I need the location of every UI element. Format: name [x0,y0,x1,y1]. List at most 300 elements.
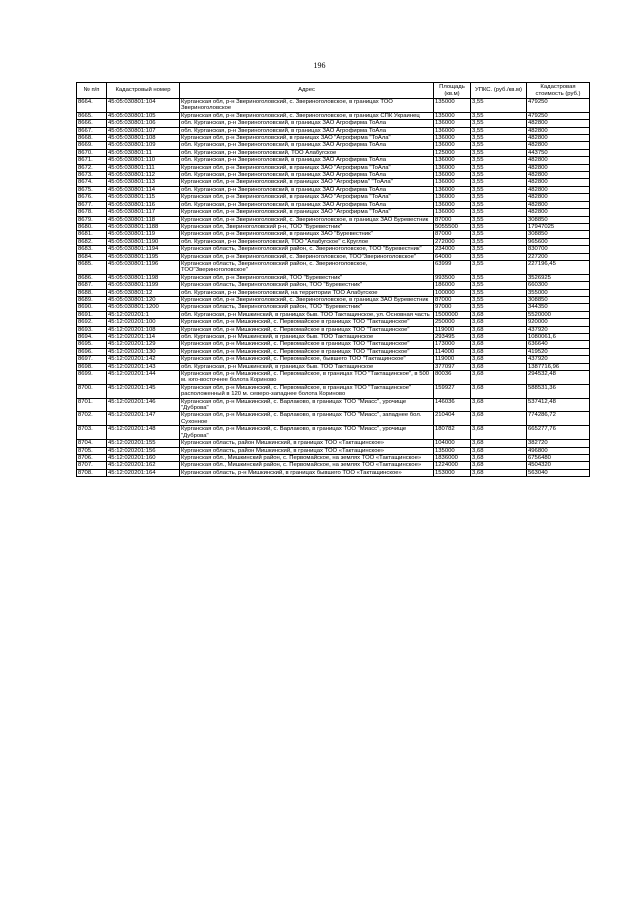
cell-number: 8683. [77,246,107,253]
header-area: Площадь (кв.м) [434,83,471,99]
table-row [77,164,590,171]
cell-cadastral-number: 45:05:030801:1198 [107,274,180,281]
cell-address: Курганская обл, р-н Звериноголовский, с. Звериноголовское, ТОО"Звериноголовское" [180,253,434,260]
table-row [77,172,590,179]
cell-upks: 3,55 [471,157,527,164]
table-row [77,112,590,119]
cell-area: 119000 [434,356,471,363]
header-cadastral-number: Кадастровый номер [107,83,180,99]
cell-area: 136000 [434,142,471,149]
cell-upks: 3,68 [471,326,527,333]
cell-cadastral-number: 45:12:020201:145 [107,384,180,398]
cell-area: 114000 [434,348,471,355]
table-row [77,282,590,289]
cell-number: 8693. [77,326,107,333]
cell-address: обл. Курганская, р-н Мишкинский, в границах быв. ТОО Тактащинское [180,363,434,370]
cell-number: 8687. [77,282,107,289]
cell-area: 272000 [434,238,471,245]
cell-number: 8682. [77,238,107,245]
cell-area: 100000 [434,289,471,296]
cell-cadastral-value: 482800 [527,172,590,179]
cell-cadastral-value: 920000 [527,319,590,326]
cell-number: 8706. [77,454,107,461]
cell-number: 8664. [77,99,107,113]
table-row [77,341,590,348]
table-row [77,447,590,454]
cell-cadastral-number: 45:12:020201:155 [107,440,180,447]
table-row [77,356,590,363]
table-row [77,127,590,134]
cell-address: обл. Курганская, р-н Звериноголовский, в границах ЗАО Агрофирма ТоАла [180,172,434,179]
table-row [77,469,590,476]
cell-upks: 3,68 [471,334,527,341]
cell-cadastral-value: 636640 [527,341,590,348]
cell-address: Курганская область, р-н Мишкинский, в границах бывшего ТОО «Тактащинское» [180,469,434,476]
cell-cadastral-number: 45:05:030801:11 [107,149,180,156]
cell-upks: 3,55 [471,142,527,149]
cell-cadastral-value: 4504320 [527,462,590,469]
table-row [77,201,590,208]
cell-address: Курганская обл, р-н Мишкинский, с. Первомайское в границах ТОО "Тактащинское" [180,326,434,333]
cell-address: Курганская обл, р-н Звериноголовский, в границах ЗАО "Агрофирма" "ТоАла" [180,179,434,186]
cell-number: 8673. [77,172,107,179]
table-row [77,186,590,193]
cell-upks: 3,55 [471,304,527,311]
cell-cadastral-value: 482800 [527,209,590,216]
table-row [77,260,590,274]
cell-upks: 3,55 [471,172,527,179]
table-row [77,142,590,149]
header-upks: УПКС. (руб./кв.м) [471,83,527,99]
cell-upks: 3,55 [471,216,527,223]
cell-cadastral-value: 496800 [527,447,590,454]
cell-address: Курганская обл, р-н Звериноголовский, ТОО "Буревестник" [180,274,434,281]
cell-area: 377097 [434,363,471,370]
table-row [77,246,590,253]
cell-cadastral-number: 45:05:030801:105 [107,112,180,119]
cell-address: Курганская обл, р-н Звериноголовский, с. Звериноголовское, в границах ЗАО Буревестник [180,296,434,303]
cell-area: 153000 [434,469,471,476]
cell-upks: 3,55 [471,282,527,289]
cell-cadastral-number: 45:05:030801:1195 [107,253,180,260]
cell-area: 64000 [434,253,471,260]
table-row [77,412,590,426]
page-number: 196 [313,61,326,70]
cell-cadastral-number: 45:05:030801:111 [107,164,180,171]
cell-cadastral-number: 45:05:030801:104 [107,99,180,113]
table-row [77,289,590,296]
cell-cadastral-value: 1387716,96 [527,363,590,370]
cell-cadastral-number: 45:12:020201:142 [107,356,180,363]
cell-upks: 3,55 [471,120,527,127]
cell-area: 135000 [434,99,471,113]
cell-area: 136000 [434,127,471,134]
cell-upks: 3,68 [471,356,527,363]
cell-area: 1836000 [434,454,471,461]
cell-area: 119000 [434,326,471,333]
cell-area: 80036 [434,371,471,385]
cell-address: Курганская обл, р-н Мишкинский, с. Первомайское, бывшего ТОО "Тактащинское" [180,356,434,363]
cell-number: 8665. [77,112,107,119]
cell-cadastral-value: 482800 [527,142,590,149]
cell-cadastral-number: 45:12:020201:144 [107,371,180,385]
cell-upks: 3,55 [471,112,527,119]
cell-area: 1224000 [434,462,471,469]
cell-address: Курганская область, Звериноголовский район, ТОО "Буревестник" [180,282,434,289]
cell-cadastral-number: 45:05:030801:1188 [107,223,180,230]
cell-area: 136000 [434,164,471,171]
cell-area: 87000 [434,216,471,223]
table-row [77,462,590,469]
cell-address: Курганская обл, р-н Мишкинский, с. Первомайское в границах ТОО "Тактащинское" [180,348,434,355]
cell-cadastral-value: 479250 [527,99,590,113]
cell-upks: 3,55 [471,246,527,253]
cell-cadastral-number: 45:05:030801:107 [107,127,180,134]
cell-number: 8705. [77,447,107,454]
cell-area: 87000 [434,231,471,238]
cell-cadastral-number: 45:12:020201:164 [107,469,180,476]
cell-cadastral-value: 382720 [527,440,590,447]
cell-number: 8698. [77,363,107,370]
cell-area: 97000 [434,304,471,311]
cell-number: 8684. [77,253,107,260]
cell-area: 993500 [434,274,471,281]
cell-number: 8703. [77,426,107,440]
cell-address: Курганская обл, р-н Мишкинский, с. Варлаково, в границах ТОО "Миасс", западнее бол. Сухонное [180,412,434,426]
cell-number: 8691. [77,311,107,318]
cell-address: Курганская обл, р-н Звериноголовский, в границах ЗАО "Агрофирма "ТоАла" [180,209,434,216]
cell-cadastral-value: 482800 [527,127,590,134]
cell-address: Курганская обл, р-н Звериноголовский, в границах ЗАО "Агрофирма "ТоАла" [180,135,434,142]
cell-cadastral-value: 1080061,6 [527,334,590,341]
table-header-row [77,83,590,99]
cell-cadastral-number: 45:12:020201:130 [107,348,180,355]
cell-cadastral-number: 45:12:020201:156 [107,447,180,454]
cell-area: 210404 [434,412,471,426]
cell-address: обл. Курганская, р-н Звериноголовский, в границах ЗАО Агрофирма ТоАла [180,186,434,193]
cell-address: обл. Курганская, р-н Звериноголовский, в границах ЗАО Агрофирма ТоАла [180,120,434,127]
cell-number: 8692. [77,319,107,326]
table-row [77,398,590,412]
table-row [77,149,590,156]
cell-cadastral-number: 45:12:020201:108 [107,326,180,333]
cell-cadastral-value: 308850 [527,216,590,223]
cell-number: 8669. [77,142,107,149]
cell-address: Курганская область, Звериноголовский район, с. Звериноголовское, ТОО"Звериноголовское" [180,260,434,274]
table-row [77,223,590,230]
cell-cadastral-number: 45:05:030801:12 [107,289,180,296]
cell-cadastral-number: 45:05:030801:110 [107,157,180,164]
table-row [77,319,590,326]
header-address: Адрес [180,83,434,99]
cell-address: обл. Курганская, р-н Звериноголовский, в границах ЗАО Агрофирма ТоАла [180,201,434,208]
table-body [77,99,590,477]
cell-upks: 3,68 [471,363,527,370]
cell-cadastral-value: 482800 [527,164,590,171]
cell-number: 8702. [77,412,107,426]
cell-cadastral-value: 588531,36 [527,384,590,398]
cell-area: 1500000 [434,311,471,318]
cell-cadastral-value: 308850 [527,296,590,303]
cell-address: Курганская обл, р-н Мишкинский, с. Первомайское, в границах ТОО "Тактащинское" расположенный в 120 м. северо-западнее болота Кориново [180,384,434,398]
cell-upks: 3,55 [471,179,527,186]
cell-address: обл. Курганская, р-н Звериноголовский, в границах ЗАО Агрофирма ТоАла [180,142,434,149]
cell-address: Курганская обл, р-н Звериноголовский, в границах ЗАО "Агрофирма "ТоАла" [180,194,434,201]
cell-upks: 3,68 [471,426,527,440]
cell-area: 250000 [434,319,471,326]
table-row [77,135,590,142]
cell-number: 8694. [77,334,107,341]
cell-address: Курганская обл, р-н Мишкинский, с. Первомайское, в границах ТОО "Тактащинское", в 500 м. юго-восточнее болота Кориново [180,371,434,385]
cell-number: 8668. [77,135,107,142]
cell-number: 8689. [77,296,107,303]
table-row [77,120,590,127]
cell-upks: 3,68 [471,371,527,385]
cell-cadastral-number: 45:05:030801:106 [107,120,180,127]
cell-cadastral-number: 45:12:020201:100 [107,319,180,326]
cell-upks: 3,68 [471,341,527,348]
cell-address: Курганская обл., Мишкинский район, с. Первомайское, на землях ТОО «Тактащинское» [180,454,434,461]
cell-cadastral-value: 443750 [527,149,590,156]
cell-cadastral-number: 45:05:030801:116 [107,201,180,208]
cell-number: 8679. [77,216,107,223]
cell-cadastral-value: 482800 [527,157,590,164]
cell-number: 8674. [77,179,107,186]
cell-address: Курганская область, Звериноголовский район, с. Звериноголовское, ТОО "Буревестник" [180,246,434,253]
cell-address: Курганская обл, Звериноголовский р-н, ТОО "Буревестник" [180,223,434,230]
cell-upks: 3,68 [471,462,527,469]
cell-address: обл. Курганская, р-н Мишкинский, в границах быв. ТОО Тактащинское, ул. Основная часть [180,311,434,318]
cell-upks: 3,68 [471,398,527,412]
cell-upks: 3,55 [471,296,527,303]
cell-number: 8681. [77,231,107,238]
table-row [77,253,590,260]
cell-upks: 3,55 [471,289,527,296]
cell-number: 8695. [77,341,107,348]
cell-area: 180782 [434,426,471,440]
cell-area: 63999 [434,260,471,274]
header-number: № п/п [77,83,107,99]
cell-area: 136000 [434,209,471,216]
cell-number: 8686. [77,274,107,281]
cell-cadastral-value: 294532,48 [527,371,590,385]
table-row [77,371,590,385]
cell-area: 234000 [434,246,471,253]
cell-upks: 3,68 [471,319,527,326]
cell-area: 136000 [434,194,471,201]
cell-number: 8697. [77,356,107,363]
cell-upks: 3,55 [471,238,527,245]
cell-cadastral-number: 45:12:020201:129 [107,341,180,348]
cell-upks: 3,55 [471,223,527,230]
cell-address: Курганская обл, р-н Звериноголовский, с. Звериноголовское, в границах ТОО Звериноголовское [180,99,434,113]
cell-upks: 3,55 [471,274,527,281]
cell-area: 136000 [434,201,471,208]
cell-address: Курганская область, район Мишкинский, в границах ТОО «Тактащинское» [180,440,434,447]
cell-cadastral-value: 479250 [527,112,590,119]
table-row [77,311,590,318]
table-row [77,363,590,370]
cell-number: 8680. [77,223,107,230]
table-row [77,296,590,303]
cell-number: 8708. [77,469,107,476]
cell-cadastral-value: 5520000 [527,311,590,318]
cell-cadastral-number: 45:05:030801:1196 [107,260,180,274]
cell-area: 146036 [434,398,471,412]
cell-address: обл. Курганская, р-н Мишкинский, в границах быв. ТОО Тактащинское [180,334,434,341]
cell-number: 8671. [77,157,107,164]
cell-address: Курганская обл, р-н Звериноголовский, в границах ЗАО "Буревестник" [180,231,434,238]
cell-cadastral-number: 45:12:020201:146 [107,398,180,412]
cell-cadastral-value: 308850 [527,231,590,238]
cell-cadastral-value: 965600 [527,238,590,245]
table-row [77,384,590,398]
cell-address: Курганская обл., Мишкинский район, с. Первомайское, на землях ТОО «Тактащинское» [180,462,434,469]
cell-address: Курганская обл, р-н Мишкинский, с. Варлаково, в границах ТОО "Миасс", урочище "Дуброва" [180,426,434,440]
cell-cadastral-value: 482800 [527,201,590,208]
cell-area: 135000 [434,447,471,454]
cell-number: 8678. [77,209,107,216]
cell-cadastral-value: 355000 [527,289,590,296]
cell-cadastral-value: 660300 [527,282,590,289]
cell-upks: 3,55 [471,253,527,260]
cell-number: 8672. [77,164,107,171]
cell-upks: 3,68 [471,311,527,318]
cell-number: 8666. [77,120,107,127]
cell-cadastral-value: 482800 [527,186,590,193]
cell-cadastral-number: 45:05:030801:112 [107,172,180,179]
table-row [77,179,590,186]
cell-upks: 3,68 [471,440,527,447]
cell-cadastral-number: 45:12:020201:148 [107,426,180,440]
cell-cadastral-number: 45:12:020201:147 [107,412,180,426]
cell-area: 136000 [434,135,471,142]
cell-area: 136000 [434,157,471,164]
cell-upks: 3,68 [471,348,527,355]
cell-cadastral-value: 419520 [527,348,590,355]
cell-cadastral-number: 45:05:030801:1194 [107,246,180,253]
cell-upks: 3,55 [471,135,527,142]
cell-upks: 3,55 [471,201,527,208]
cell-upks: 3,68 [471,447,527,454]
cell-cadastral-value: 482800 [527,135,590,142]
cell-area: 159927 [434,384,471,398]
cell-number: 8670. [77,149,107,156]
cell-number: 8676. [77,194,107,201]
cell-address: Курганская обл, р-н Мишкинский, с. Варлаково, в границах ТОО "Миасс", урочище "Дуброва" [180,398,434,412]
cell-cadastral-value: 482800 [527,120,590,127]
cell-cadastral-value: 17947025 [527,223,590,230]
cell-area: 136000 [434,172,471,179]
cell-upks: 3,68 [471,454,527,461]
cell-cadastral-value: 537412,48 [527,398,590,412]
cell-area: 186000 [434,282,471,289]
cell-area: 136000 [434,186,471,193]
cell-upks: 3,55 [471,164,527,171]
cell-cadastral-number: 45:05:030801:1190 [107,238,180,245]
table-row [77,454,590,461]
cell-upks: 3,68 [471,469,527,476]
cell-area: 136000 [434,120,471,127]
cell-upks: 3,55 [471,260,527,274]
cell-address: обл. Курганская, р-н Звериноголовский, ТОО "Алабугское" с.Круглое [180,238,434,245]
cell-area: 293495 [434,334,471,341]
cell-upks: 3,55 [471,231,527,238]
cell-cadastral-value: 563040 [527,469,590,476]
table-row [77,99,590,113]
table-row [77,194,590,201]
table-row [77,426,590,440]
cell-address: Курганская область, район Мишкинский, в границах ТОО «Тактащинское» [180,447,434,454]
cell-address: Курганская область, Звериноголовский район, ТОО "Буревестник" [180,304,434,311]
cell-address: обл. Курганская, р-н Звериноголовский, в границах ЗАО Агрофирма ТоАла [180,157,434,164]
cell-upks: 3,55 [471,186,527,193]
cell-cadastral-number: 45:12:020201:114 [107,334,180,341]
cell-cadastral-number: 45:05:030801:119 [107,231,180,238]
cell-address: Курганская обл, р-н Звериноголовский, с. Звериноголовское, в границах ЗАО Буревестник [180,216,434,223]
cell-cadastral-value: 6756480 [527,454,590,461]
cell-upks: 3,55 [471,209,527,216]
cell-area: 136000 [434,179,471,186]
cell-cadastral-value: 437920 [527,326,590,333]
cell-address: обл. Курганская, р-н Звериноголовский, на территории ТОО Алабугское [180,289,434,296]
cell-cadastral-value: 3526925 [527,274,590,281]
cell-cadastral-value: 830700 [527,246,590,253]
cell-cadastral-number: 45:05:030801:115 [107,194,180,201]
table-row [77,348,590,355]
cell-upks: 3,55 [471,149,527,156]
cell-cadastral-number: 45:05:030801:1200 [107,304,180,311]
cell-cadastral-number: 45:12:020201:162 [107,462,180,469]
cell-cadastral-number: 45:05:030801:114 [107,186,180,193]
table-row [77,231,590,238]
cell-cadastral-number: 45:12:020201:1 [107,311,180,318]
cell-address: Курганская обл, р-н Мишкинский, с. Первомайское в границах ТОО "Тактащинское" [180,319,434,326]
cell-number: 8677. [77,201,107,208]
cell-address: Курганская обл, р-н Мишкинский, с. Первомайское в границах ТОО "Тактащинское" [180,341,434,348]
cell-number: 8704. [77,440,107,447]
cell-area: 104000 [434,440,471,447]
cell-cadastral-value: 227196,45 [527,260,590,274]
cell-area: 125000 [434,149,471,156]
cadastral-value-table [76,82,590,477]
cell-address: обл. Курганская, р-н Звериноголовский, в границах ЗАО Агрофирма ТоАла [180,127,434,134]
cell-number: 8667. [77,127,107,134]
cell-area: 87000 [434,296,471,303]
table-row [77,274,590,281]
cell-cadastral-value: 482800 [527,179,590,186]
cell-upks: 3,55 [471,127,527,134]
table-row [77,304,590,311]
cell-cadastral-number: 45:12:020201:143 [107,363,180,370]
cell-address: Курганская обл, р-н Звериноголовский, в границах ЗАО "Агрофирма "ТоАла" [180,164,434,171]
cell-cadastral-number: 45:05:030801:113 [107,179,180,186]
cell-cadastral-number: 45:05:030801:120 [107,296,180,303]
cell-address: обл. Курганская, р-н Звериноголовский, ТОО Алабугское [180,149,434,156]
cell-number: 8675. [77,186,107,193]
cell-number: 8700. [77,384,107,398]
cell-cadastral-value: 227200 [527,253,590,260]
cell-number: 8690. [77,304,107,311]
table-row [77,440,590,447]
cell-cadastral-value: 437920 [527,356,590,363]
table-row [77,238,590,245]
cell-upks: 3,55 [471,99,527,113]
cell-number: 8688. [77,289,107,296]
cell-cadastral-value: 482800 [527,194,590,201]
cell-address: Курганская обл, р-н Звериноголовский, с. Звериноголовское, в границах СПК Украинец [180,112,434,119]
cell-upks: 3,55 [471,194,527,201]
